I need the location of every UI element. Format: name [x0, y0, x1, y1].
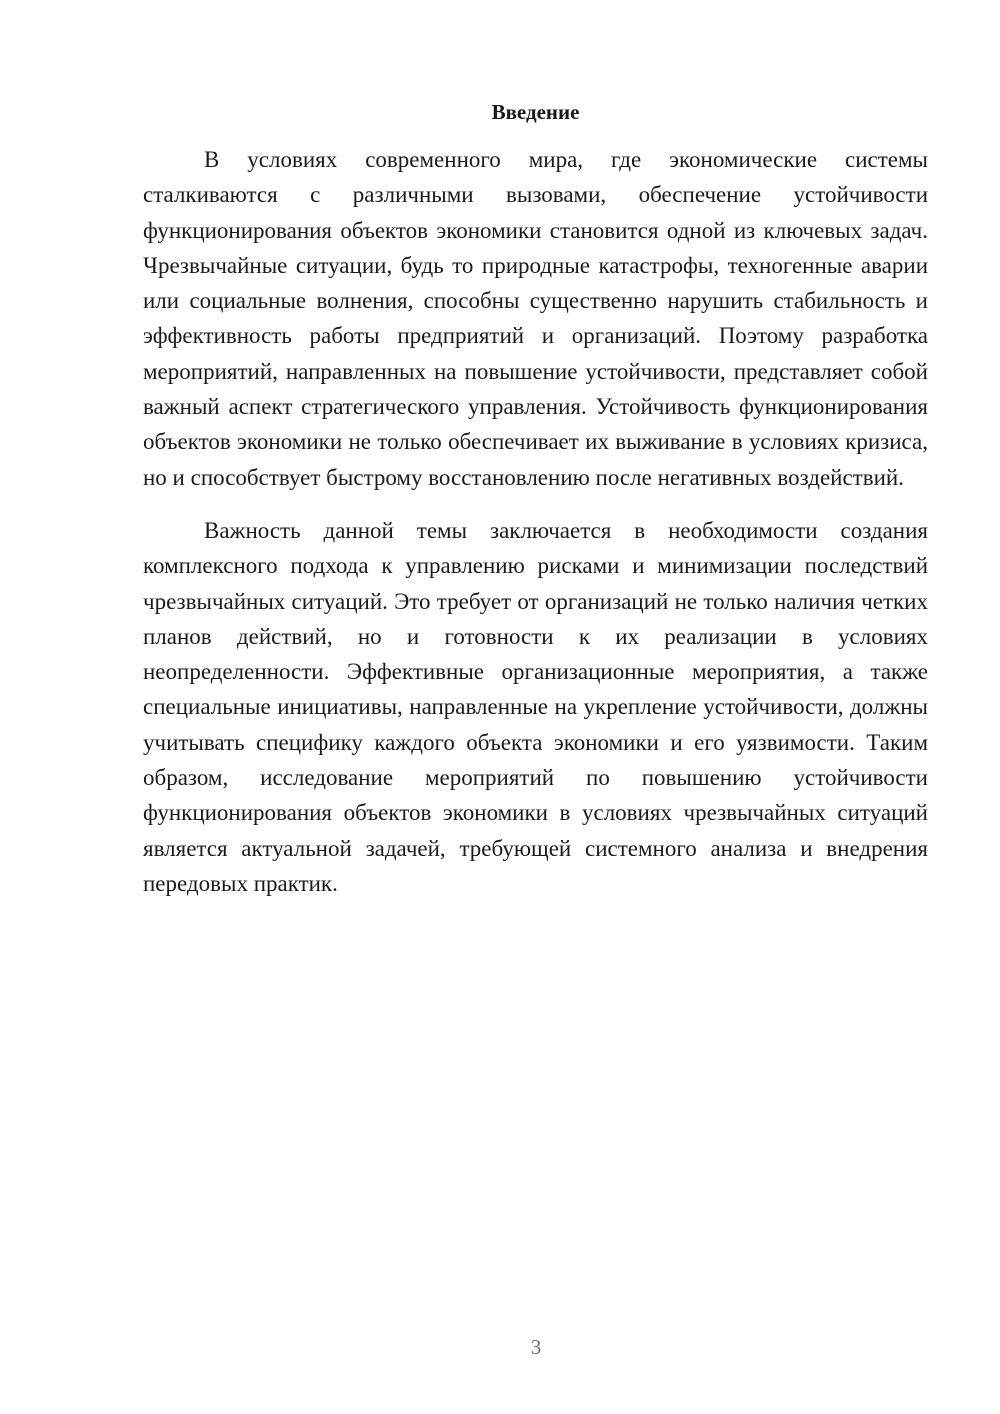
section-title: Введение [491, 100, 580, 124]
paragraph-1: В условиях современного мира, где экономические системы сталкиваются с различными вызовами, обеспечение устойчивости функционирования объектов экономики становится одной из ключевых задач. Чрезвычайные ситуации, будь то природные катастрофы, техногенные аварии или социальные волнения, способны существенно нарушить стабильность и эффективность работы предприятий и организаций. Поэтому разработка мероприятий, направленных на повышение устойчивости, представляет собой важный аспект стратегического управления. Устойчивость функционирования объектов экономики не только обеспечивает их выживание в условиях кризиса, но и способствует быстрому восстановлению после негативных воздействий. [143, 147, 928, 490]
body-text [143, 142, 928, 901]
page-number: 3 [530, 1335, 542, 1359]
paragraph-2: Важность данной темы заключается в необходимости создания комплексного подхода к управлению рисками и минимизации последствий чрезвычайных ситуаций. Это требует от организаций не только наличия четких планов действий, но и готовности к их реализации в условиях неопределенности. Эффективные организационные мероприятия, а также специальные инициативы, направленные на укрепление устойчивости, должны учитывать специфику каждого объекта экономики и его уязвимости. Таким образом, исследование мероприятий по повышению устойчивости функционирования объектов экономики в условиях чрезвычайных ситуаций является актуальной задачей, требующей системного анализа и внедрения передовых практик. [143, 517, 928, 896]
